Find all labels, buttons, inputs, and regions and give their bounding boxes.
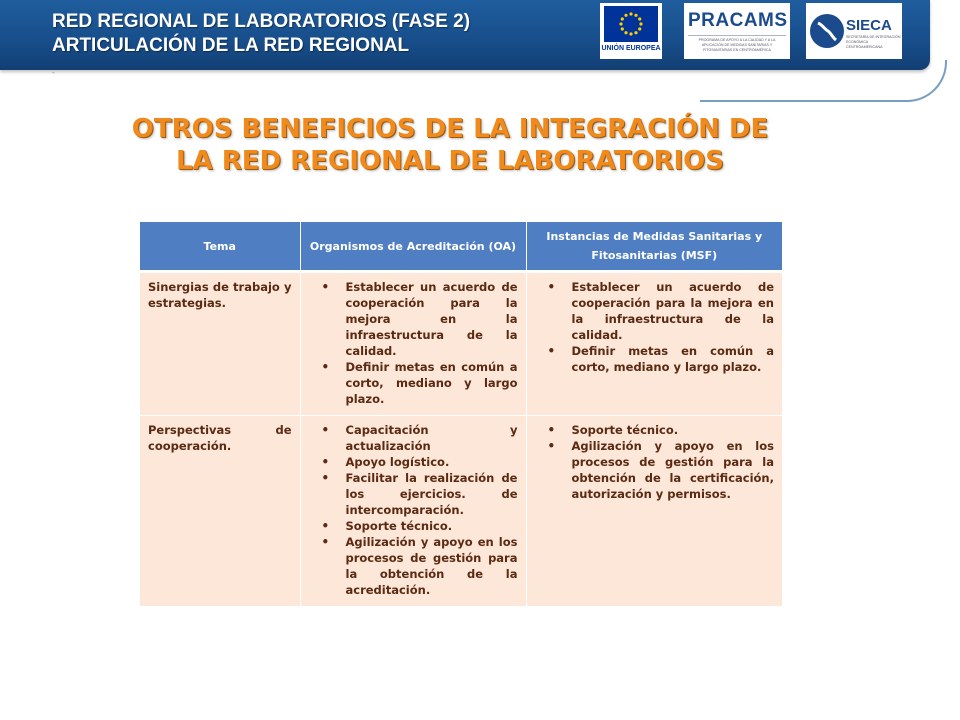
list-item-text: Soporte técnico. (345, 519, 453, 533)
oa-list (309, 279, 518, 407)
sieca-globe-icon (810, 14, 844, 48)
sieca-subtitle: SECRETARÍA DE INTEGRACIÓN ECONÓMICA CENTROAMERICANA (846, 35, 901, 49)
bullet-icon: • (321, 360, 330, 374)
cell-oa (300, 272, 526, 416)
list-item-text: Establecer un acuerdo de cooperación para la mejora en la infraestructura de la calidad. (345, 280, 518, 358)
list-item-text: Agilización y apoyo en los procesos de gestión para la obtención de la certificación, autorización y permisos. (571, 439, 774, 501)
list-item-text: Definir metas en común a corto, mediano y largo plazo. (345, 360, 518, 406)
list-item-text: Definir metas en común a corto, mediano y largo plazo. (571, 344, 774, 374)
benefits-table (140, 222, 782, 607)
list-item (535, 422, 775, 438)
header-title (52, 10, 470, 58)
list-item (309, 359, 518, 407)
list-item (309, 279, 518, 359)
list-item-text: Soporte técnico. (571, 423, 679, 437)
sieca-logo (806, 3, 902, 59)
header-title-line1: RED REGIONAL DE LABORATORIOS (FASE 2) (52, 11, 471, 32)
bullet-icon: • (321, 471, 330, 485)
header-title-line2: ARTICULACIÓN DE LA RED REGIONAL (52, 35, 410, 56)
eu-logo (600, 3, 662, 59)
slide-title (60, 113, 840, 177)
bullet-icon: • (321, 423, 330, 437)
table-row (140, 272, 782, 416)
bullet-icon: • (321, 280, 330, 294)
bullet-icon: • (547, 423, 556, 437)
bullet-icon: • (547, 344, 556, 358)
table-row (140, 416, 782, 607)
header-tema: Tema (140, 222, 300, 272)
bullet-icon: • (547, 439, 556, 453)
msf-list (535, 422, 775, 502)
list-item (309, 518, 518, 534)
list-item (535, 343, 775, 375)
header-decorative-curve (700, 60, 947, 102)
eu-flag-icon (604, 6, 658, 42)
cell-msf (526, 416, 782, 607)
list-item-text: Apoyo logístico. (345, 455, 450, 469)
list-item (309, 470, 518, 518)
eu-caption: UNIÓN EUROPEA (601, 45, 661, 52)
list-item (309, 454, 518, 470)
list-item (535, 279, 775, 343)
list-item (309, 534, 518, 598)
pracams-subtitle: PROGRAMA DE APOYO A LA CALIDAD Y A LA APLICACIÓN DE MEDIDAS SANITARIAS Y FITOSANITARIAS EN CENTROAMÉRICA (698, 38, 776, 52)
list-item-text: Facilitar la realización de los ejercicios. de intercomparación. (345, 471, 518, 517)
cell-msf (526, 272, 782, 416)
table-header-row (140, 222, 782, 272)
corner-mark: - (52, 68, 55, 77)
slide-title-line1: OTROS BENEFICIOS DE LA INTEGRACIÓN DE (131, 114, 769, 144)
sieca-name: SIECA (846, 17, 892, 34)
cell-tema: Perspectivas de cooperación. (140, 416, 300, 607)
list-item-text: Capacitación y actualización (345, 423, 518, 453)
pracams-logo (684, 3, 790, 59)
bullet-icon: • (321, 535, 330, 549)
pracams-divider (688, 35, 786, 36)
list-item (309, 422, 518, 454)
pracams-name: PRACAMS (688, 10, 788, 31)
list-item-text: Agilización y apoyo en los procesos de gestión para la obtención de la acreditación. (345, 535, 518, 597)
cell-oa (300, 416, 526, 607)
bullet-icon: • (321, 455, 330, 469)
slide-title-line2: LA RED REGIONAL DE LABORATORIOS (175, 146, 725, 176)
header-oa: Organismos de Acreditación (OA) (300, 222, 526, 272)
msf-list (535, 279, 775, 375)
list-item (535, 438, 775, 502)
bullet-icon: • (547, 280, 556, 294)
cell-tema: Sinergias de trabajo y estrategias. (140, 272, 300, 416)
bullet-icon: • (321, 519, 330, 533)
oa-list (309, 422, 518, 598)
list-item-text: Establecer un acuerdo de cooperación para la mejora en la infraestructura de la calidad. (571, 280, 774, 342)
header-msf: Instancias de Medidas Sanitarias y Fitosanitarias (MSF) (526, 222, 782, 272)
